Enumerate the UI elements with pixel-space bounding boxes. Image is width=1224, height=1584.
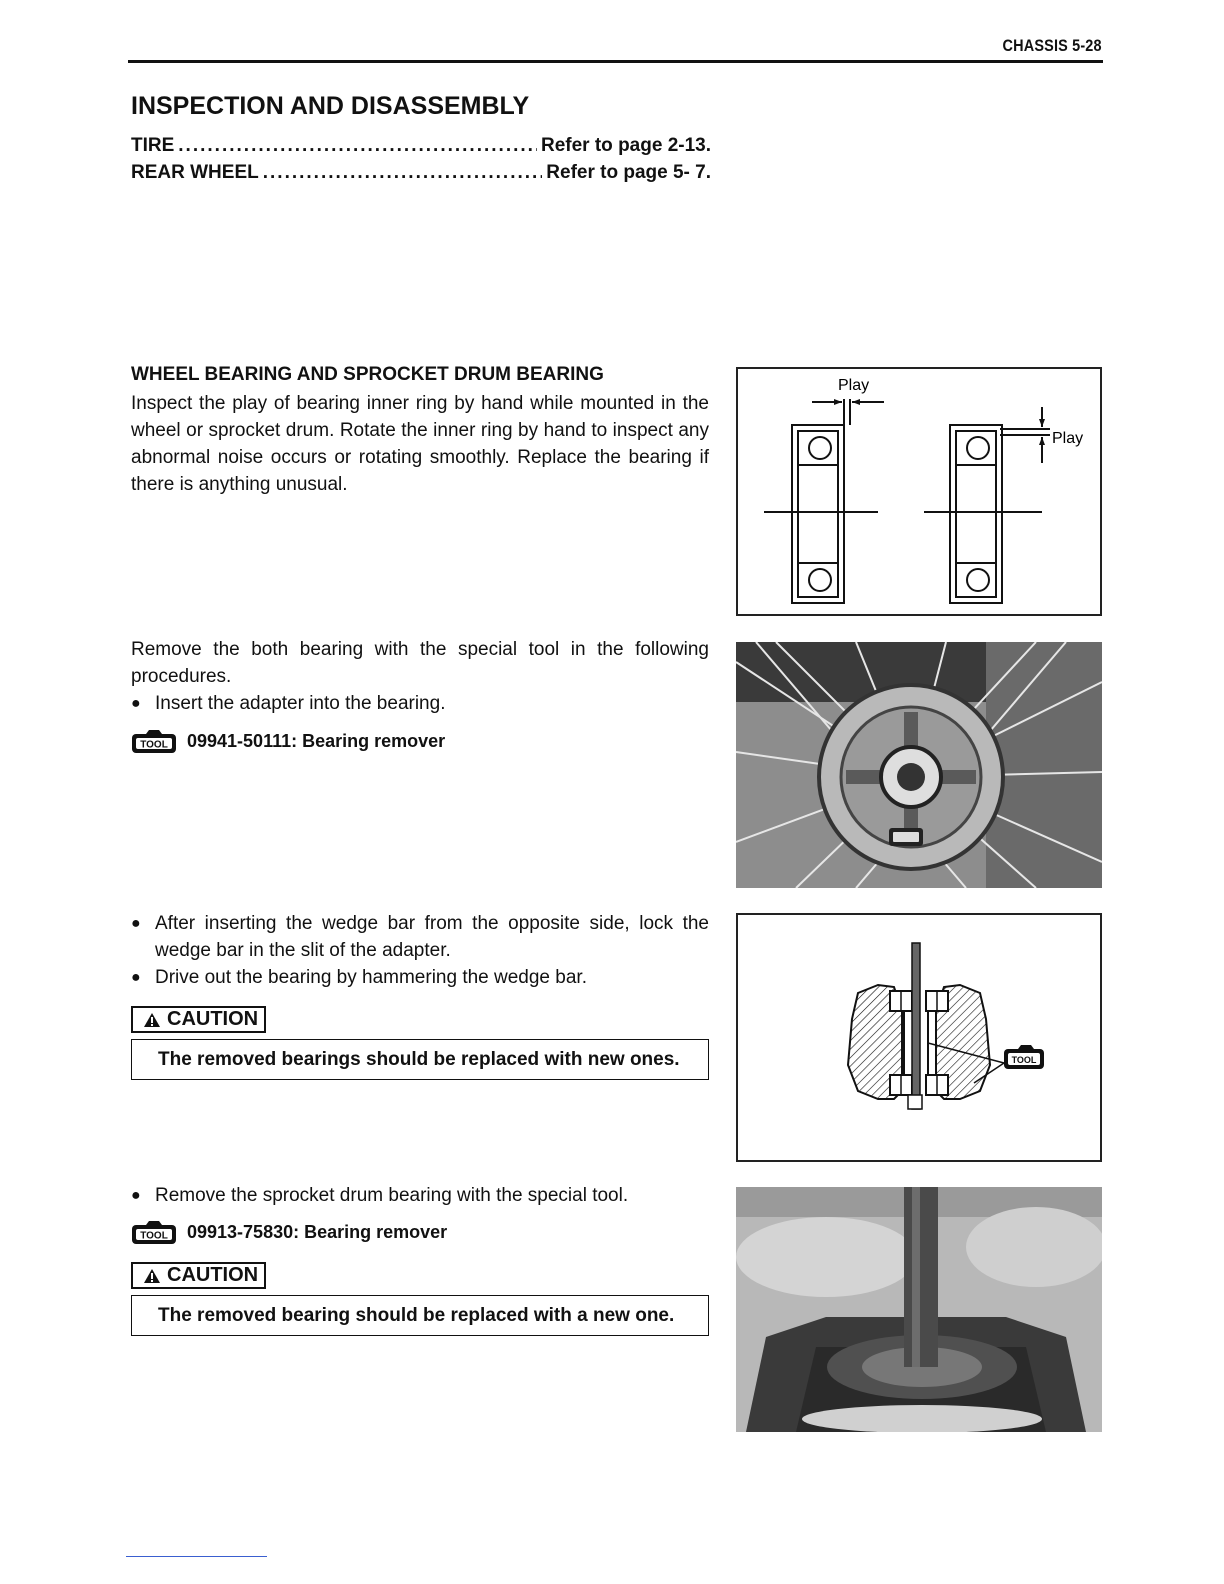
list-item-text: Remove the sprocket drum bearing with the special tool. [155,1185,629,1206]
caution-box [131,1295,709,1336]
removal-intro-text: Remove the both bearing with the special tool in the following procedures. [131,639,709,687]
list-item [131,910,709,964]
tool-part-number: 09913-75830: Bearing remover [187,1221,448,1242]
list-item-text: Insert the adapter into the bearing. [155,693,446,714]
list-item [131,964,709,991]
list-item [131,1182,709,1209]
list-item-text: After inserting the wedge bar from the opposite side, lock the wedge bar in the slit of the adapter. [155,913,709,961]
caution-text: The removed bearings should be replaced with new ones. [158,1049,680,1070]
wedge-bar-drawing [738,915,1100,1160]
ref-row-rear-wheel [131,162,711,184]
caution-text: The removed bearing should be replaced with a new one. [158,1305,675,1326]
tool-icon-text: TOOL [140,739,168,751]
ref-label: TIRE [131,135,175,156]
tool-icon-text: TOOL [1011,1055,1037,1065]
bullet-dot: ● [131,915,141,932]
special-tool-line-2 [131,1219,447,1245]
page-header [128,36,1102,62]
leader-dots [178,135,537,157]
tool-icon [131,728,177,754]
warning-triangle-icon [143,1268,161,1284]
page-number: CHASSIS 5-28 [1002,36,1102,55]
warning-triangle-icon [143,1012,161,1028]
subsection-heading: WHEEL BEARING AND SPROCKET DRUM BEARING [131,364,604,385]
caution-label-text: CAUTION [167,1008,259,1030]
caution-box [131,1039,709,1080]
section-title: INSPECTION AND DISASSEMBLY [131,92,530,120]
tool-icon [131,1219,177,1245]
caution-label-text: CAUTION [167,1264,259,1286]
sprocket-drum-image [736,1187,1102,1432]
bullet-dot: ● [131,1187,141,1204]
list-item-text: Drive out the bearing by hammering the wedge bar. [155,967,587,988]
play-label-radial: Play [1052,430,1084,447]
ref-label: REAR WHEEL [131,162,259,183]
play-label-axial: Play [838,377,870,394]
wedge-bar-diagram [736,913,1102,1162]
tool-part-number: 09941-50111: Bearing remover [187,730,446,751]
ref-row-tire [131,135,711,157]
footer-rule [126,1556,267,1557]
ref-value: Refer to page 2-13. [541,135,711,156]
bullet-dot: ● [131,969,141,986]
wheel-hub-photo [736,642,1102,888]
special-tool-line-1 [131,728,445,754]
leader-dots [263,162,543,184]
caution-label [131,1006,266,1033]
bearing-play-diagram [736,367,1102,616]
sprocket-drum-photo [736,1187,1102,1432]
ref-value: Refer to page 5- 7. [546,162,711,183]
header-rule [128,60,1103,63]
wheel-hub-image [736,642,1102,888]
list-item [131,690,709,717]
bearing-play-drawing [738,369,1100,614]
bearing-inspection-text: Inspect the play of bearing inner ring by hand while mounted in the wheel or sprocket drum. Rotate the inner ring by hand to inspect any abnormal noise occurs or rotating smoothly. Replace the bearing if there is anything unusual. [131,393,709,495]
caution-label [131,1262,266,1289]
bullet-dot: ● [131,695,141,712]
tool-icon-text: TOOL [140,1230,168,1242]
